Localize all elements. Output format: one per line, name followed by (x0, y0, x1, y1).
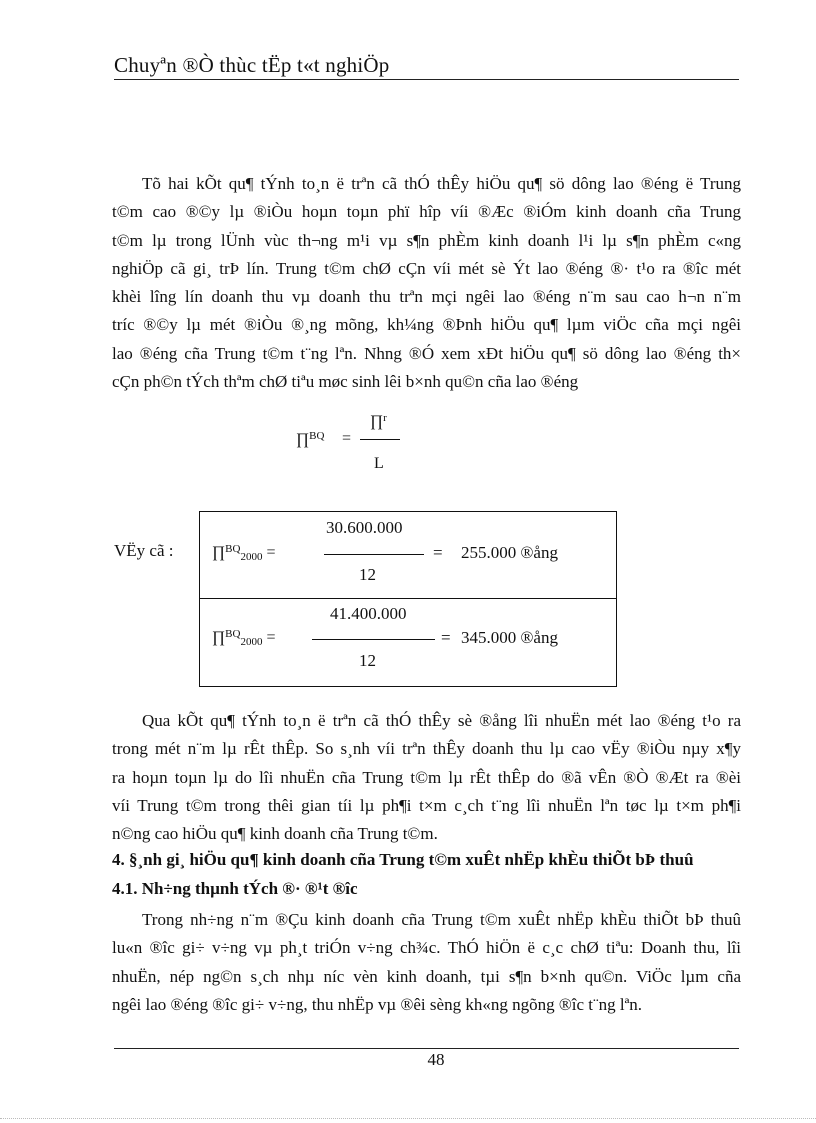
lhs-superscript: BQ (225, 628, 241, 640)
row-result: 345.000 ®ång (461, 628, 558, 647)
subsection-heading: 4.1. Nh÷ng thµnh tÝch ®· ®¹t ®îc (112, 879, 358, 898)
calculation-divider (200, 598, 616, 599)
fraction-line (312, 639, 435, 640)
paragraph-line: lu«n ®îc gi÷ v÷ng vµ ph¸t triÓn v÷ng ch¾c. ThÓ hiÖn ë c¸c chØ tiªu: Doanh thu, lîi (112, 938, 741, 958)
row-equals: = (441, 628, 451, 647)
pi-symbol: ∏ (370, 413, 384, 430)
paragraph-line: trong mét n¨m lµ rÊt thÊp. So s¸nh víi trªn thÊy doanh thu lµ cao vËy ®iÒu nµy x¶y (112, 739, 741, 759)
paragraph-line: Qua kÕt qu¶ tÝnh to¸n ë trªn cã thÓ thÊy sè ®ång lîi nhuËn mét lao ®éng t¹o ra (142, 711, 741, 730)
paragraph-line: Trong nh÷ng n¨m ®Çu kinh doanh cña Trung t©m xuÊt nhËp khÈu thiÕt bÞ thuû (142, 910, 741, 929)
paragraph-line: tríc ®©y lµ mét ®iÒu ®¸ng mõng, kh¼ng ®Þnh hiÖu qu¶ lµm viÖc cña mçi ngêi (112, 315, 741, 335)
lhs-subscript: 2000 (240, 636, 263, 648)
paragraph-line: khèi lîng lín doanh thu vµ doanh thu trªn mçi ngêi lao ®éng n¨m sau cao h¬n n¨m (112, 287, 741, 307)
pi-symbol: ∏ (296, 431, 310, 448)
paragraph-line: t©m lµ trong lÜnh vùc th¬ng m¹i vµ s¶n phÈm kinh doanh l¹i lµ s¶n phÈm c«ng (112, 230, 741, 250)
row-numerator: 41.400.000 (330, 604, 407, 623)
calculation-box (199, 511, 617, 687)
header-rule (114, 79, 739, 80)
lhs-superscript: BQ (309, 430, 325, 442)
paragraph-line: cÇn ph©n tÝch thªm chØ tiªu møc sinh lêi b×nh qu©n cña lao ®éng (112, 372, 579, 392)
formula-denominator: L (374, 455, 384, 472)
lhs-equals: = (266, 629, 276, 646)
page-header-title: Chuyªn ®Ò thùc tËp t«t nghiÖp (114, 53, 390, 77)
page-number: 48 (427, 1050, 445, 1069)
row-result: 255.000 ®ång (461, 543, 558, 562)
row-equals: = (433, 543, 443, 562)
section-heading: 4. §¸nh gi¸ hiÖu qu¶ kinh doanh cña Trung t©m xuÊt nhËp khÈu thiÕt bÞ thuû (112, 850, 694, 869)
footer-rule (114, 1048, 739, 1049)
paragraph-line: Tõ hai kÕt qu¶ tÝnh to¸n ë trªn cã thÓ thÊy hiÖu qu¶ sö dông lao ®éng ë Trung (142, 174, 741, 193)
paragraph-line: ngêi lao ®éng ®îc gi÷ v÷ng, thu nhËp vµ ®êi sèng kh«ng ngõng ®îc t¨ng lªn. (112, 994, 643, 1014)
pi-symbol: ∏ (212, 629, 226, 646)
paragraph-line: nghiÖp cã gi¸ trÞ lín. Trung t©m chØ cÇn víi mét sè Ýt lao ®éng ®· t¹o ra ®îc mét (112, 258, 741, 278)
row-denominator: 12 (359, 565, 376, 584)
formula-numerator (370, 412, 387, 431)
formula-lhs (296, 430, 324, 449)
row-numerator: 30.600.000 (326, 518, 403, 537)
paragraph-line: lao ®éng cña Trung t©m t¨ng lªn. Nhng ®Ó xem xÐt hiÖu qu¶ sö dông lao ®éng th× (112, 343, 741, 363)
achievements-paragraph (112, 906, 741, 1019)
pi-symbol: ∏ (212, 544, 226, 561)
row-lhs (212, 543, 275, 563)
paragraph-line: ra hoµn toµn lµ do lîi nhuËn cña Trung t©m lµ rÊt thÊp do ®ã vÊn ®Ò ®Æt ra ®èi (112, 767, 741, 787)
paragraph-line: nhuËn, nép ng©n s¸ch nhµ níc vèn kinh doanh, tµi s¶n b×nh qu©n. ViÖc lµm cña (112, 966, 741, 986)
intro-paragraph (112, 170, 741, 396)
lhs-equals: = (266, 544, 276, 561)
formula-equals: = (342, 430, 352, 447)
fraction-line (360, 439, 400, 440)
lhs-subscript: 2000 (240, 551, 263, 563)
conclusion-paragraph (112, 707, 741, 848)
paragraph-line: n©ng cao hiÖu qu¶ kinh doanh cña Trung t©m. (112, 824, 438, 844)
calculation-label: VËy cã : (114, 541, 174, 560)
fraction-line (324, 554, 424, 555)
paragraph-line: t©m cao ®©y lµ ®iÒu hoµn toµn phï hîp víi ®Æc ®iÓm kinh doanh cña Trung (112, 202, 741, 222)
paragraph-line: víi Trung t©m trong thêi gian tíi lµ ph¶i t×m c¸ch t¨ng lîi nhuËn lªn tøc lµ t×m ph¶i (112, 795, 741, 815)
lhs-superscript: BQ (225, 543, 241, 555)
row-lhs (212, 628, 275, 648)
page-bottom-border (0, 1118, 816, 1119)
numerator-superscript: r (383, 412, 387, 424)
row-denominator: 12 (359, 651, 376, 670)
